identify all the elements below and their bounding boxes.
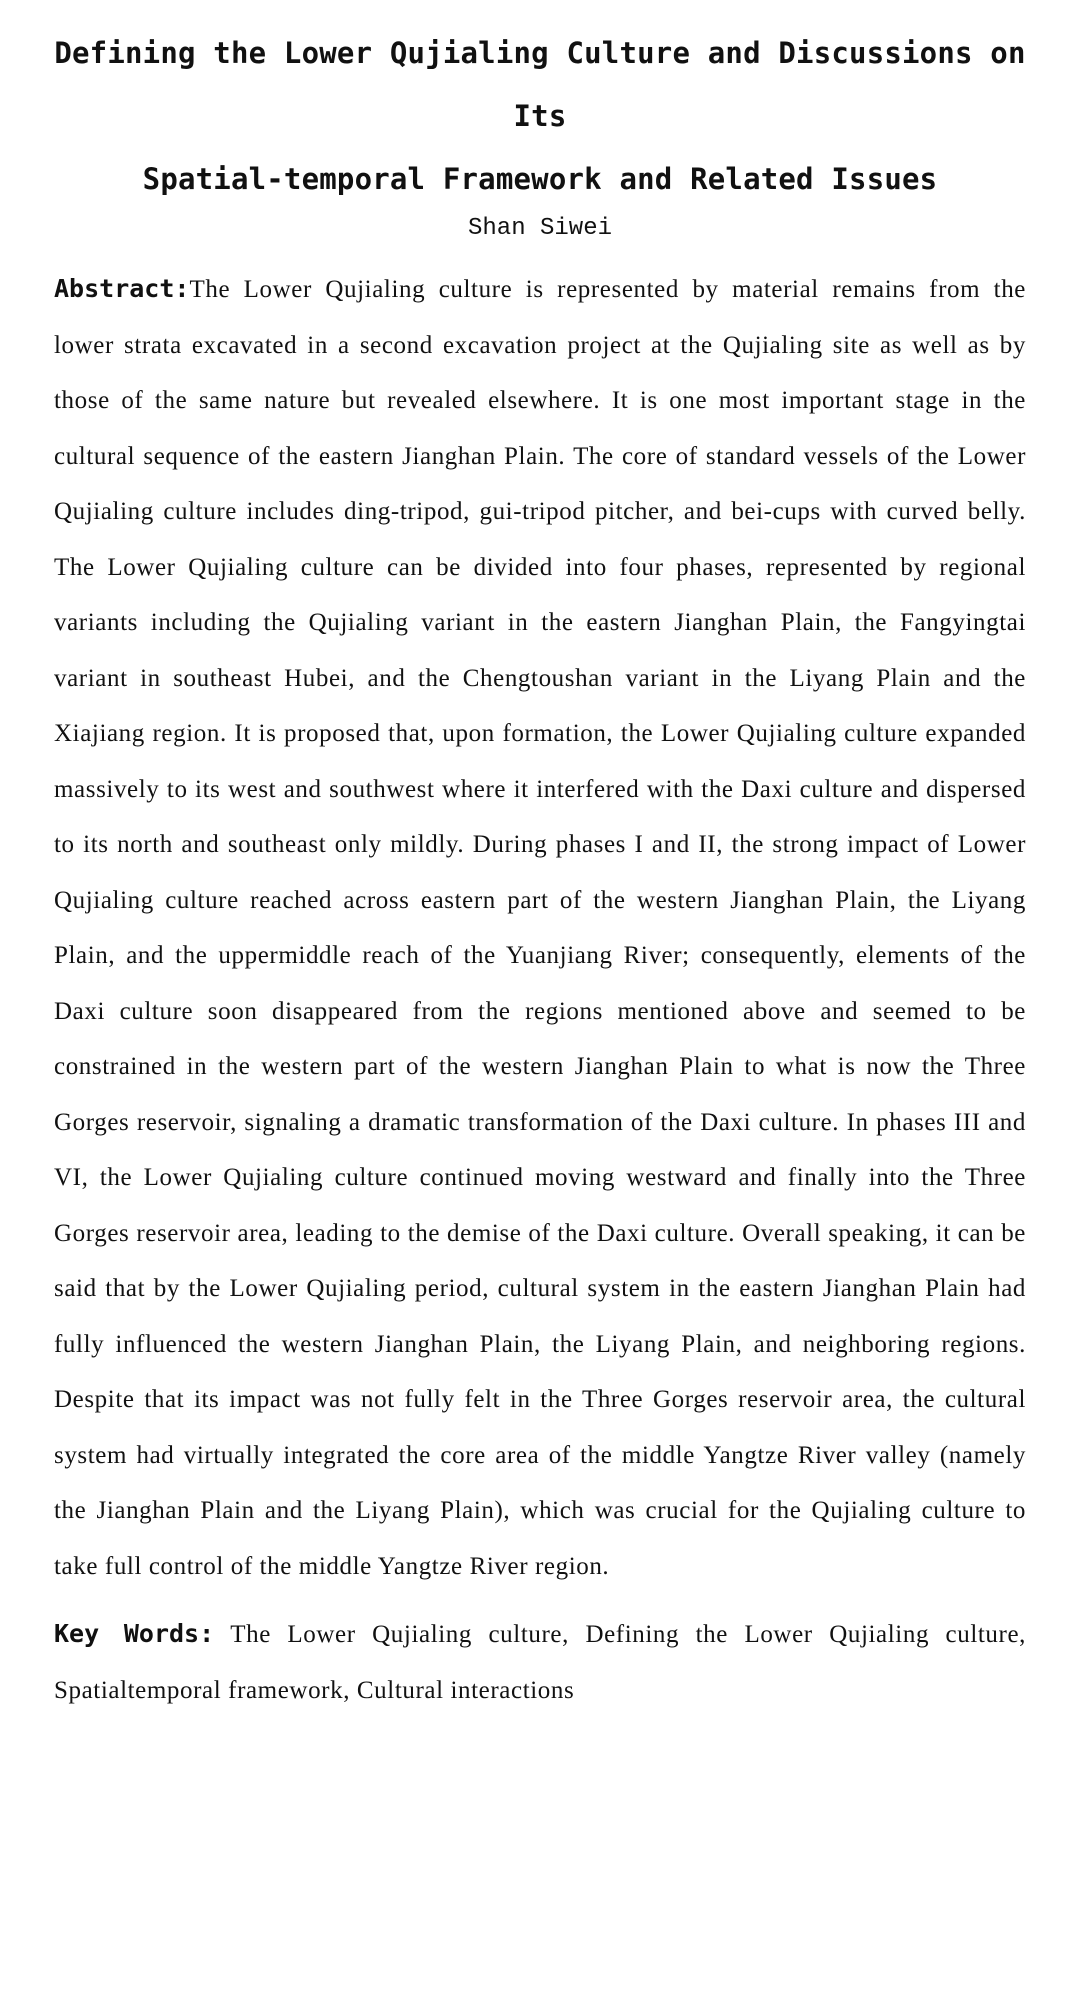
keywords-paragraph (54, 1606, 1026, 1718)
keywords-text: The Lower Qujialing culture, Defining the Lower Qujialing culture, Spatialtemporal framework, Cultural interactions (54, 1621, 1027, 1704)
abstract-paragraph (54, 261, 1026, 1594)
title-line-1: Defining the Lower Qujialing Culture and Discussions on Its (54, 36, 1026, 133)
keywords-label: Key Words: (54, 1619, 215, 1648)
abstract-label: Abstract: (54, 274, 190, 303)
paper-title (54, 22, 1026, 211)
author-name: Shan Siwei (467, 215, 613, 242)
abstract-text: The Lower Qujialing culture is represented by material remains from the lower strata excavated in a second excavation project at the Qujialing site as well as by those of the same nature but revealed elsewhere. It is one most important stage in the cultural sequence of the eastern Jianghan Plain. The core of standard vessels of the Lower Qujialing culture includes ding-tripod, gui-tripod pitcher, and bei-cups with curved belly. The Lower Qujialing culture can be divided into four phases, represented by regional variants including the Qujialing variant in the eastern Jianghan Plain, the Fangyingtai variant in southeast Hubei, and the Chengtoushan variant in the Liyang Plain and the Xiajiang region. It is proposed that, upon formation, the Lower Qujialing culture expanded massively to its west and southwest where it interfered with the Daxi culture and dispersed to its north and southeast only mildly. During phases I and II, the strong impact of Lower Qujialing culture reached across eastern part of the western Jianghan Plain, the Liyang Plain, and the uppermiddle reach of the Yuanjiang River; consequently, elements of the Daxi culture soon disappeared from the regions mentioned above and seemed to be constrained in the western part of the western Jianghan Plain to what is now the Three Gorges reservoir, signaling a dramatic transformation of the Daxi culture. In phases III and VI, the Lower Qujialing culture continued moving westward and finally into the Three Gorges reservoir area, leading to the demise of the Daxi culture. Overall speaking, it can be said that by the Lower Qujialing period, cultural system in the eastern Jianghan Plain had fully influenced the western Jianghan Plain, the Liyang Plain, and neighboring regions. Despite that its impact was not fully felt in the Three Gorges reservoir area, the cultural system had virtually integrated the core area of the middle Yangtze River valley (namely the Jianghan Plain and the Liyang Plain), which was crucial for the Qujialing culture to take full control of the middle Yangtze River region. (54, 276, 1026, 1580)
title-line-2: Spatial-temporal Framework and Related Issues (142, 162, 938, 196)
